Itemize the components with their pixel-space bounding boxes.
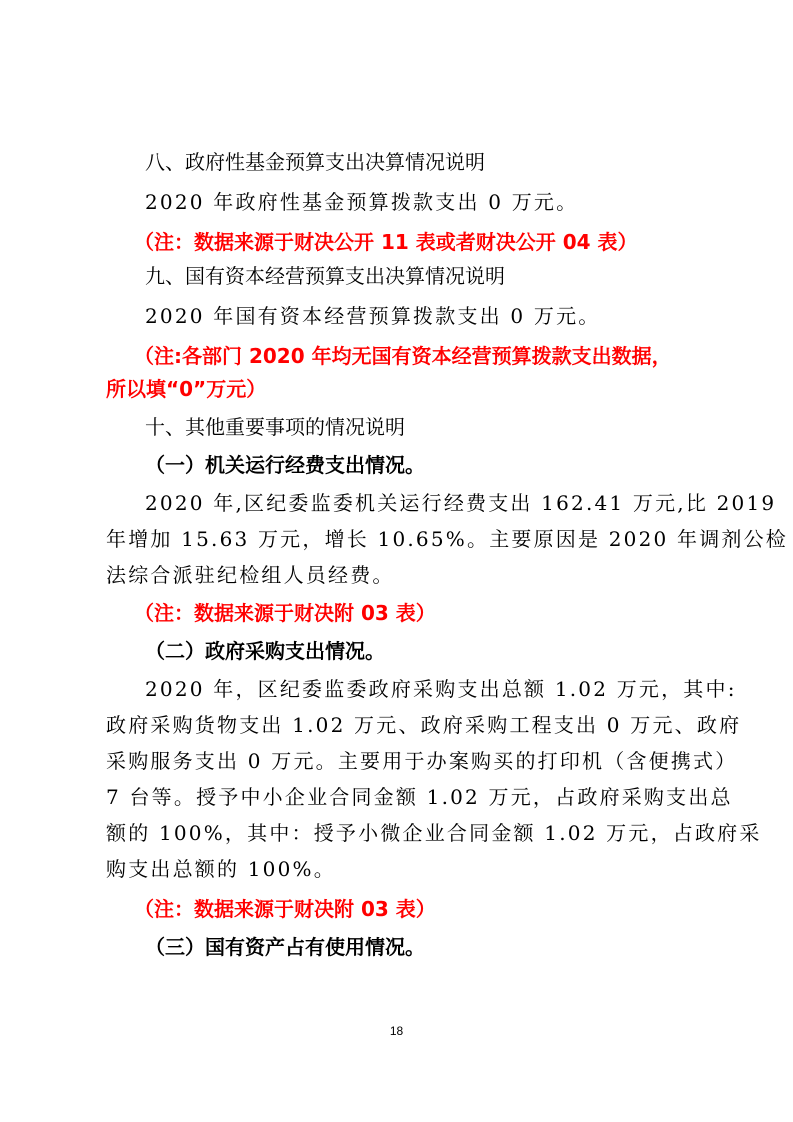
section-eight-heading: 八、政府性基金预算支出决算情况说明 [145, 150, 485, 174]
sub2-line6: 购支出总额的 100%。 [106, 857, 336, 881]
sub1-line1: 2020 年,区纪委监委机关运行经费支出 162.41 万元,比 2019 [145, 491, 777, 515]
section-eight-body: 2020 年政府性基金预算拨款支出 0 万元。 [145, 190, 579, 214]
sub1-note: （注：数据来源于财决附 03 表） [134, 601, 436, 625]
section-eight-note: （注：数据来源于财决公开 11 表或者财决公开 04 表） [134, 230, 638, 254]
sub2-line3: 采购服务支出 0 万元。主要用于办案购买的打印机（含便携式） [106, 749, 738, 773]
sub2-line2: 政府采购货物支出 1.02 万元、政府采购工程支出 0 万元、政府 [106, 713, 742, 737]
sub2-line5: 额的 100%，其中：授予小微企业合同金额 1.02 万元，占政府采 [106, 821, 762, 845]
sub2-note: （注：数据来源于财决附 03 表） [134, 897, 436, 921]
sub1-line2: 年增加 15.63 万元，增长 10.65%。主要原因是 2020 年调剂公检 [106, 527, 789, 551]
sub1-line3: 法综合派驻纪检组人员经费。 [106, 563, 395, 587]
sub1-title: （一）机关运行经费支出情况。 [145, 453, 425, 477]
sub2-line1: 2020 年，区纪委监委政府采购支出总额 1.02 万元，其中: [145, 677, 737, 701]
section-nine-note-line2: 所以填“0”万元） [106, 377, 267, 401]
section-nine-note-line1: （注:各部门 2020 年均无国有资本经营预算拨款支出数据， [134, 344, 672, 368]
sub3-title: （三）国有资产占有使用情况。 [145, 935, 425, 959]
page-number: 18 [389, 1024, 404, 1038]
sub2-title: （二）政府采购支出情况。 [145, 639, 385, 663]
section-nine-body: 2020 年国有资本经营预算拨款支出 0 万元。 [145, 304, 601, 328]
section-nine-heading: 九、国有资本经营预算支出决算情况说明 [145, 264, 505, 288]
section-ten-heading: 十、其他重要事项的情况说明 [145, 415, 405, 439]
sub2-line4: 7 台等。授予中小企业合同金额 1.02 万元，占政府采购支出总 [106, 785, 733, 809]
